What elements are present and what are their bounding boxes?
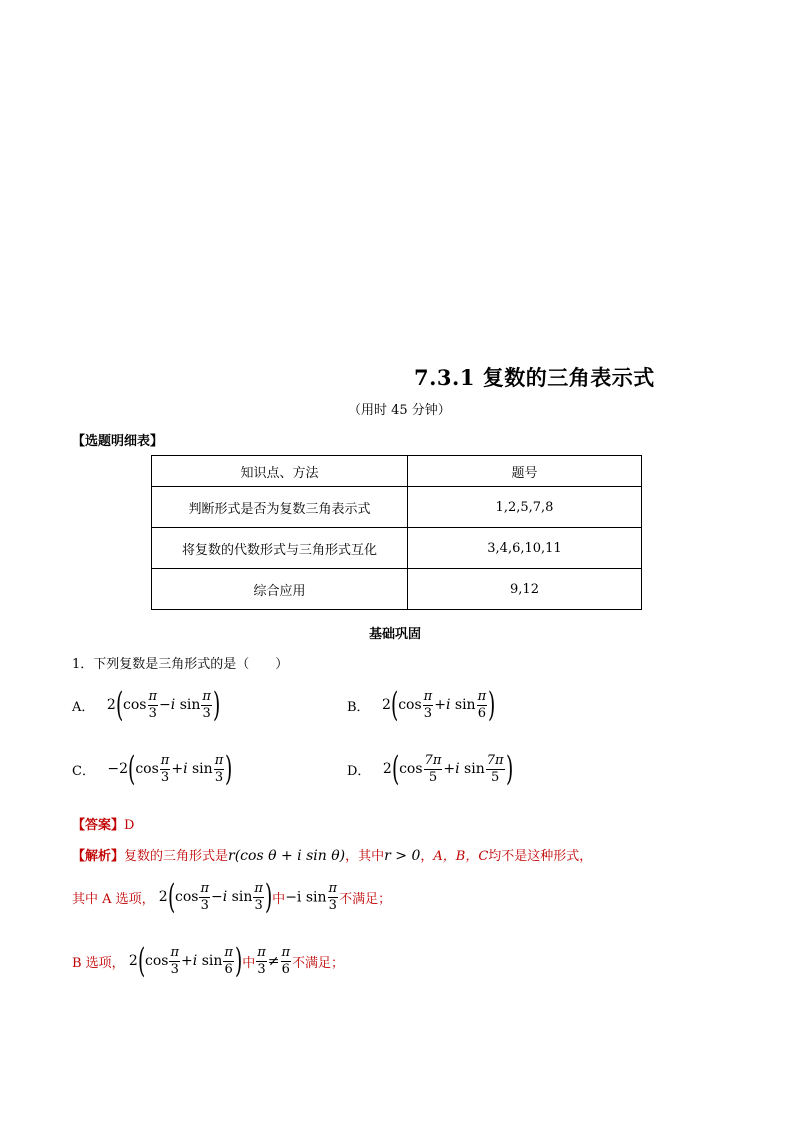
imag-unit: i <box>183 761 188 777</box>
option-formula <box>382 749 513 789</box>
coefficient: 2 <box>158 889 168 905</box>
analysis-option-a <box>72 877 392 917</box>
func-sin: sin <box>454 697 476 713</box>
analysis-text: 不满足； <box>339 891 392 907</box>
option-label: B． <box>347 699 370 715</box>
numerator: π <box>423 688 433 704</box>
numerator: π <box>281 944 291 960</box>
numerator: π <box>160 752 170 768</box>
table-cell: 将复数的代数形式与三角形式互化 <box>152 528 408 569</box>
denominator: 3 <box>257 961 266 977</box>
general-formula: r(cos θ + i sin θ) <box>228 848 346 864</box>
table-cell: 综合应用 <box>152 569 408 610</box>
fraction <box>486 753 505 786</box>
option-c <box>72 749 233 789</box>
denominator: 3 <box>160 769 170 785</box>
operator: + <box>171 761 184 777</box>
fraction <box>424 753 443 786</box>
numerator: π <box>202 688 211 704</box>
numerator: π <box>254 880 263 896</box>
func-cos: cos <box>174 889 199 905</box>
analysis-option-b <box>72 941 345 981</box>
denominator: 3 <box>170 961 179 977</box>
option-formula <box>106 685 221 725</box>
imag-unit: i <box>170 697 176 713</box>
func-cos: cos <box>398 697 422 713</box>
term-text: −i sin <box>285 889 327 905</box>
left-paren: ( <box>137 941 146 981</box>
coefficient: 2 <box>128 953 138 969</box>
func-cos: cos <box>123 697 147 713</box>
denominator: 6 <box>477 705 486 721</box>
analysis-text: ，其中 <box>345 849 385 864</box>
analysis-text: 复数的三角形式是 <box>124 849 229 864</box>
analysis-line <box>72 845 592 864</box>
denominator: 3 <box>202 705 211 721</box>
table-header-row <box>152 456 642 487</box>
numerator: π <box>148 688 158 704</box>
fraction <box>423 689 434 722</box>
option-b <box>347 685 496 725</box>
option-label: D． <box>347 763 371 779</box>
denominator: 3 <box>200 897 209 913</box>
operator: − <box>159 697 171 713</box>
fraction <box>160 753 171 786</box>
right-paren: ) <box>212 685 221 725</box>
table-row <box>152 487 642 528</box>
option-formula <box>128 941 243 981</box>
not-equal-sign: ≠ <box>267 953 280 969</box>
fraction <box>281 945 292 978</box>
analysis-text: 不满足； <box>292 955 345 971</box>
numerator: π <box>200 880 209 896</box>
right-paren: ) <box>234 941 243 981</box>
func-sin: sin <box>179 697 201 713</box>
offending-term <box>285 881 339 914</box>
numerator: π <box>328 880 338 896</box>
right-paren: ) <box>505 749 513 789</box>
section-heading: 基础巩固 <box>369 627 422 642</box>
left-paren: ( <box>390 685 399 725</box>
imag-unit: i <box>222 889 228 905</box>
denominator: 3 <box>214 769 224 785</box>
time-note: （用时 45 分钟） <box>348 403 451 418</box>
numerator: π <box>170 944 180 960</box>
table-cell: 判断形式是否为复数三角表示式 <box>152 487 408 528</box>
analysis-text: 其中 A 选项， <box>72 891 155 907</box>
option-letters: A，B，C <box>433 849 489 864</box>
coefficient: 2 <box>106 697 116 713</box>
page-title: 7.3.1 复数的三角表示式 <box>414 365 655 390</box>
numerator: 7π <box>424 752 442 768</box>
imag-unit: i <box>192 953 198 969</box>
right-paren: ) <box>488 685 496 725</box>
left-paren: ( <box>115 685 124 725</box>
fraction <box>148 689 159 722</box>
right-paren: ) <box>264 877 273 917</box>
analysis-tag: 【解析】 <box>72 849 125 864</box>
denominator: 5 <box>428 769 438 785</box>
option-formula <box>158 877 273 917</box>
answer-tag: 【答案】 <box>72 818 125 833</box>
table-cell: 1,2,5,7,8 <box>408 487 642 528</box>
option-formula <box>107 749 233 789</box>
table-header-cell: 题号 <box>408 456 642 487</box>
option-label: C． <box>72 763 95 779</box>
func-cos: cos <box>135 761 159 777</box>
table-row <box>152 569 642 610</box>
option-a <box>72 685 221 725</box>
left-paren: ( <box>167 877 175 917</box>
denominator: 6 <box>224 961 233 977</box>
table-row <box>152 528 642 569</box>
denominator: 3 <box>148 705 157 721</box>
func-sin: sin <box>192 761 213 777</box>
answer-value: D <box>124 818 135 833</box>
func-cos: cos <box>399 761 423 777</box>
table-header-cell: 知识点、方法 <box>152 456 408 487</box>
analysis-text: B 选项， <box>72 955 125 971</box>
table-cell: 3,4,6,10,11 <box>408 528 642 569</box>
inequality <box>255 945 292 978</box>
option-label: A． <box>72 699 95 715</box>
numerator: π <box>477 688 487 704</box>
operator: + <box>443 761 456 777</box>
coefficient: 2 <box>382 761 392 777</box>
operator: − <box>211 889 223 905</box>
fraction <box>214 753 225 786</box>
question-stem: 1．下列复数是三角形式的是（ ） <box>72 657 289 672</box>
answer-line <box>72 814 134 833</box>
denominator: 3 <box>328 897 337 913</box>
numerator: π <box>214 752 224 768</box>
imag-unit: i <box>445 697 451 713</box>
fraction <box>328 881 339 914</box>
fraction <box>477 689 488 722</box>
right-paren: ) <box>225 749 233 789</box>
analysis-text: ， <box>420 849 434 864</box>
fraction <box>253 881 264 914</box>
fraction <box>169 945 180 978</box>
func-cos: cos <box>145 953 169 969</box>
fraction <box>256 945 267 978</box>
condition: r > 0 <box>384 848 421 864</box>
analysis-text: 中 <box>272 891 286 907</box>
option-d <box>347 749 513 789</box>
imag-unit: i <box>455 761 460 777</box>
coefficient: −2 <box>107 761 129 777</box>
fraction <box>201 689 212 722</box>
operator: + <box>434 697 446 713</box>
func-sin: sin <box>201 953 223 969</box>
option-formula <box>382 685 496 725</box>
fraction <box>199 881 210 914</box>
numerator: π <box>224 944 233 960</box>
numerator: π <box>257 944 266 960</box>
denominator: 3 <box>254 897 263 913</box>
analysis-text: 中 <box>242 955 256 971</box>
coefficient: 2 <box>382 697 391 713</box>
topic-table-label: 【选题明细表】 <box>72 434 164 449</box>
denominator: 6 <box>281 961 290 977</box>
denominator: 3 <box>423 705 433 721</box>
operator: + <box>181 953 193 969</box>
topic-table <box>151 455 642 610</box>
numerator: 7π <box>486 752 504 768</box>
func-sin: sin <box>231 889 253 905</box>
func-sin: sin <box>464 761 485 777</box>
left-paren: ( <box>391 749 400 789</box>
denominator: 5 <box>491 769 500 785</box>
table-cell: 9,12 <box>408 569 642 610</box>
analysis-text: 均不是这种形式， <box>488 849 593 864</box>
fraction <box>223 945 234 978</box>
left-paren: ( <box>128 749 136 789</box>
